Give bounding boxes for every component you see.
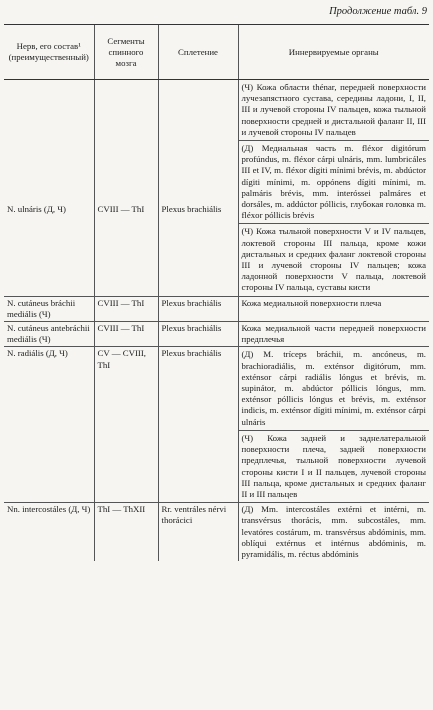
plexus-cell: Plexus brachiális — [158, 347, 238, 503]
organ-entry: (Ч) Кожа тыльной поверхности V и IV пальцев, локтевой стороны III пальца, кроме кожи дистальных и средних фаланг локтевой стороны III и лучевой стороны IV пальцев; кожа ладонной поверхности V пальца, локтевой стороны IV пальца, суставы кисти — [239, 223, 430, 295]
table-row — [4, 296, 429, 321]
plexus-cell: Plexus brachiális — [158, 322, 238, 347]
header-plexus: Сплетение — [158, 25, 238, 80]
nerve-cell: N. ulnáris (Д, Ч) — [7, 204, 66, 214]
table-row — [4, 322, 429, 347]
header-segments: Сегменты спинного мозга — [94, 25, 158, 80]
organ-entry: (Д) Mm. intercostáles extérni et intérni, m. transvérsus thorácis, mm. subcostáles, mm. levatóres costárum, m. transvérsus abdóminis, mm. oblíqui extérnus et intérnus abdóminis, m. pyramidális, m. réctus abdóminis — [238, 503, 429, 562]
table-caption: Продолжение табл. 9 — [329, 6, 427, 17]
segments-cell: CV — CVIII, ThI — [94, 347, 158, 503]
nerve-cell: N. cutáneus antebráchii mediális (Ч) — [4, 322, 94, 347]
nerve-cell: N. radiális (Д, Ч) — [4, 347, 94, 503]
segments-cell: CVIII — ThI — [94, 296, 158, 321]
organ-entry: Кожа медиальной части передней поверхности предплечья — [238, 322, 429, 347]
organ-entry: (Ч) Кожа задней и заднелатеральной поверхности плеча, задней поверхности предплечья, тыльной поверхности лучевой стороны кисти I и II пальцев, лучевой стороны III пальца, кроме дистальных и средних фаланг II и III пальцев — [239, 430, 430, 502]
plexus-cell: Plexus brachiális — [158, 80, 238, 297]
plexus-cell: Rr. ventráles nérvi thorácici — [158, 503, 238, 562]
organs-cell — [238, 347, 429, 503]
nerve-cell: Nn. intercostáles (Д, Ч) — [4, 503, 94, 562]
header-organs: Иннервируемые органы — [238, 25, 429, 80]
segments-cell: ThI — ThXII — [94, 503, 158, 562]
plexus-cell: Plexus brachiális — [158, 296, 238, 321]
nerves-table — [4, 24, 429, 561]
segments-cell: CVIII — ThI — [94, 322, 158, 347]
organ-entry: (Д) M. tríceps bráchii, m. ancóneus, m. brachioradiális, m. exténsor digitórum, mm. exténsor cárpi radiális lóngus et brévis, m. supinátor, m. abdúctor póllicis lóngus, mm. exténsor póllicis lóngus et brévis, m. exténsor indicis, m. exténsor dígiti mínimi, m. exténsor cárpi ulnáris — [241, 349, 426, 427]
table-row — [4, 347, 429, 503]
segments-cell: CVIII — ThI — [94, 80, 158, 297]
nerve-cell: N. cutáneus bráchii mediális (Ч) — [4, 296, 94, 321]
header-nerve: Нерв, его состав¹ (преимущественный) — [4, 25, 94, 80]
organ-entry: Кожа медиальной поверхности плеча — [238, 296, 429, 321]
table-row — [4, 503, 429, 562]
table-header-row — [4, 25, 429, 80]
organs-cell — [238, 80, 429, 297]
table-row — [4, 80, 429, 297]
organ-entry: (Д) Медиальная часть m. fléxor digitórum profúndus, m. fléxor cárpi ulnáris, mm. lumbricáles III et IV, m. fléxor dígiti mínimi brévis, m. abdúctor dígiti mínimi, m. oppónens dígiti mínimi, m. palmáris brévis, mm. interóssei palmáres et dorsáles, m. addúctor póllicis, глубокая головка m. fléxor póllicis brévis — [239, 140, 430, 223]
organ-entry: (Ч) Кожа области thénar, передней поверхности лучезапястного сустава, середины ладони, I, II, III и лучевой стороны IV пальцев, кожа тыльной поверхности средней и дистальной фаланг II, III и лучевой стороны IV пальцев — [241, 82, 426, 137]
